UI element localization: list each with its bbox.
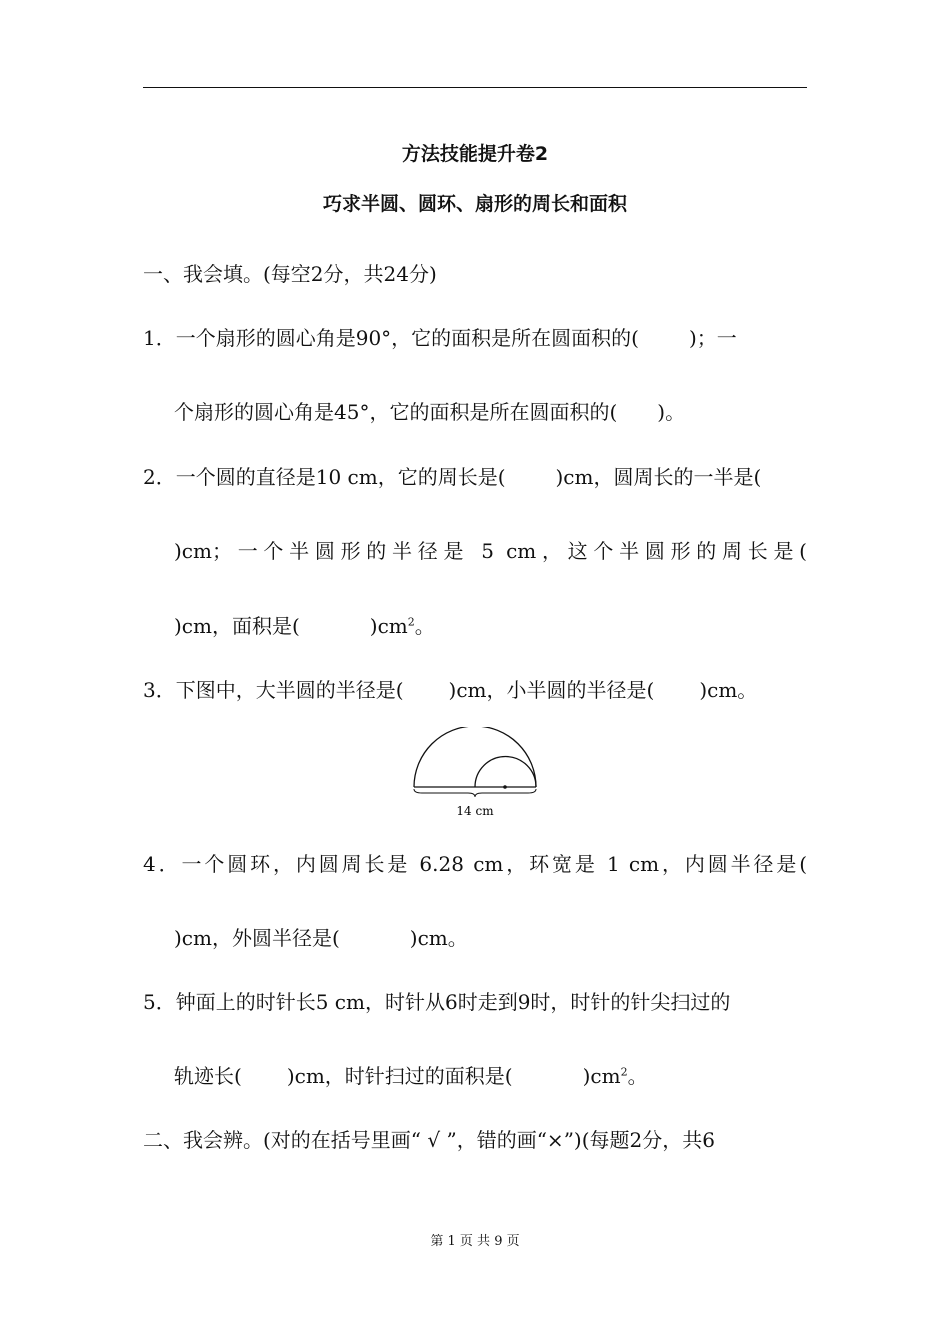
page-number: 第 1 页 共 9 页 [430, 1234, 520, 1249]
large-semicircle [414, 727, 536, 787]
q1-line1: 1．一个扇形的圆心角是90°，它的面积是所在圆面积的( )；一 [143, 326, 737, 350]
dimension-label: 14 cm [456, 804, 494, 818]
brace [414, 789, 536, 797]
q4-line1: 4．一个圆环，内圆周长是 6.28 cm，环宽是 1 cm，内圆半径是( [143, 852, 807, 876]
small-semicircle [475, 757, 536, 788]
header-rule [143, 87, 807, 88]
paper-subtitle: 巧求半圆、圆环、扇形的周长和面积 [322, 193, 627, 215]
q2-line2: )cm；一个半圆形的半径是 5 cm，这个半圆形的周长是( [174, 539, 807, 563]
q1-line2: 个扇形的圆心角是45°，它的面积是所在圆面积的( )。 [174, 400, 686, 424]
q3-line: 3．下图中，大半圆的半径是( )cm，小半圆的半径是( )cm。 [143, 678, 758, 702]
q5-line2: 轨迹长( )cm，时针扫过的面积是( )$cm^2$。 [174, 1064, 648, 1088]
section2-heading: 二、我会辨。(对的在括号里画“ √ ”，错的画“×”)(每题2分，共6 [143, 1128, 715, 1152]
q4-line2: )cm，外圆半径是( )cm。 [174, 926, 468, 950]
center-dot [503, 785, 507, 789]
section1-heading: 一、我会填。(每空2分，共24分) [143, 262, 437, 286]
semicircle-figure [408, 727, 542, 821]
q5-line1: 5．钟面上的时针长5 cm，时针从6时走到9时，时针的针尖扫过的 [143, 990, 731, 1014]
paper-title: 方法技能提升卷2 [401, 143, 549, 165]
q2-line3: )cm，面积是( )$cm^2$。 [174, 614, 435, 638]
q2-line1: 2．一个圆的直径是10 cm，它的周长是( )cm，圆周长的一半是( [143, 465, 762, 489]
